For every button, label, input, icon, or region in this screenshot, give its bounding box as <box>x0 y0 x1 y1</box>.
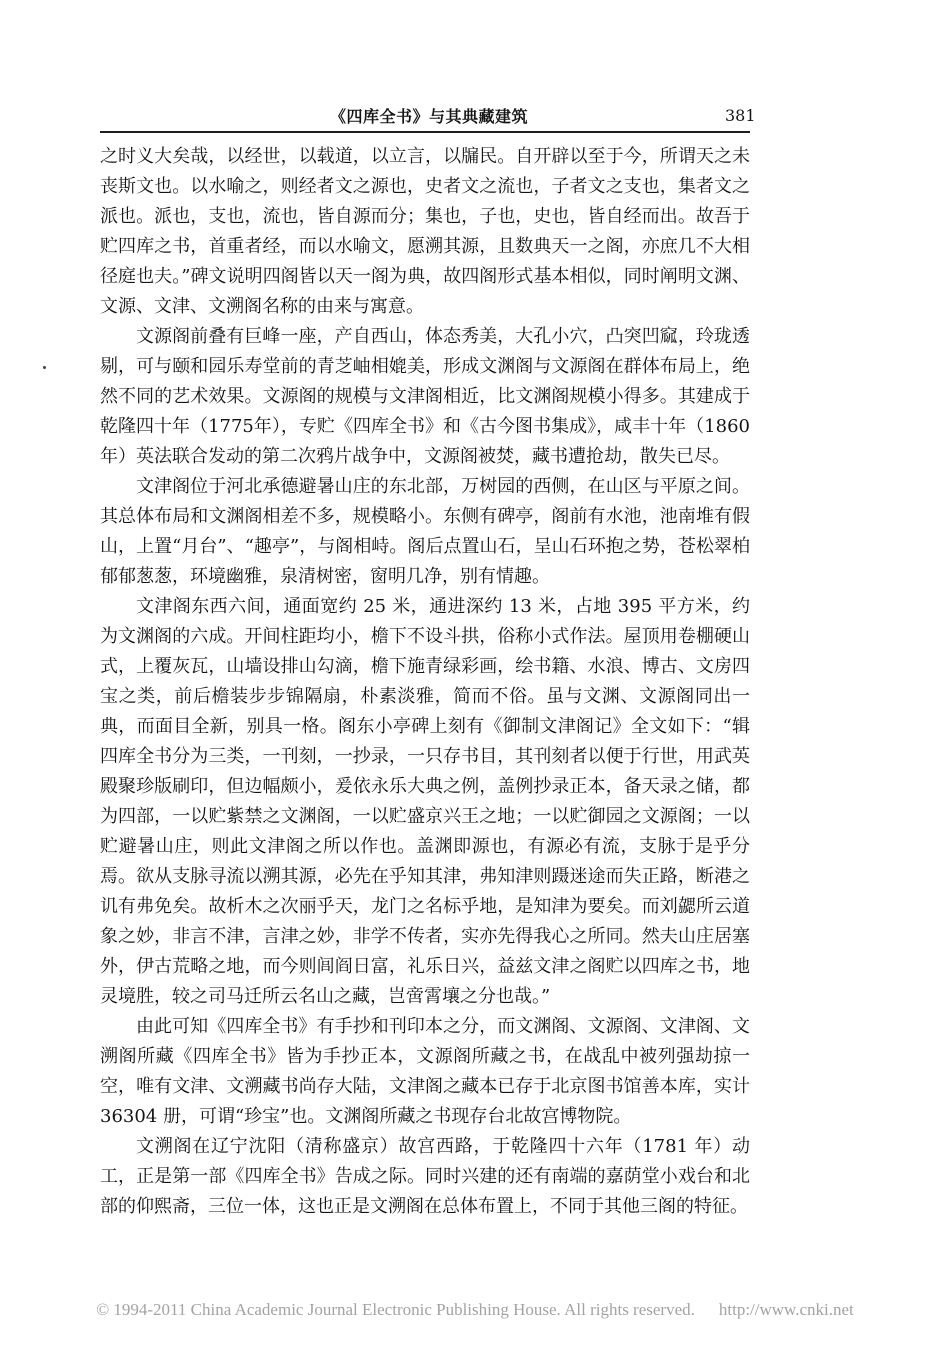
paragraph-wenjin-ge-structure: 文津阁东西六间，通面宽约 25 米，通进深约 13 米，占地 395 平方米，约为文渊阁的六成。开间柱距均小，檐下不设斗拱，俗称小式作法。屋顶用卷棚硬山式，上覆灰瓦，山墙设排山勾滴，檐下施青绿彩画，绘书籍、水浪、博古、文房四宝之类，前后檐装步步锦隔扇，朴素淡雅，简而不俗。虽与文渊、文源阁同出一典，而面目全新，别具一格。阁东小亭碑上刻有《御制文津阁记》全文如下：“辑四库全书分为三类，一刊刻，一抄录，一只存书目，其刊刻者以便于行世，用武英殿聚珍版刷印，但边幅颇小，爰依永乐大典之例，盖例抄录正本，备天录之储，都为四部，一以贮紫禁之文渊阁，一以贮盛京兴王之地；一以贮御园之文源阁；一以贮避暑山庄，则此文津阁之所以作也。盖渊即源也，有源必有流，支脉于是乎分焉。欲从支脉寻流以溯其源，必先在乎知其津，弗知津则蹑迷途而失正路，断港之讥有弗免矣。故析木之次丽乎天，龙门之名标乎地，是知津为要矣。而刘勰所云道象之妙，非言不津，言津之妙，非学不传者，实亦先得我心之所同。然夫山庄居塞外，伊古荒略之地，而今则闾阎日富，礼乐日兴，益兹文津之阁贮以四库之书，地灵境胜，较之司马迁所云名山之藏，岂啻霄壤之分也哉。” <box>100 596 750 1007</box>
footer-url: http://www.cnki.net <box>718 1300 854 1319</box>
running-title: 《四库全书》与其典藏建筑 <box>330 107 529 126</box>
paragraph-continued: 之时义大矣哉，以经世，以载道，以立言，以牖民。自开辟以至于今，所谓天之未丧斯文也。以水喻之，则经者文之源也，史者文之流也，子者文之支也，集者文之派也。派也，支也，流也，皆自源而分；集也，子也，史也，皆自经而出。故吾于贮四库之书，首重者经，而以水喻文，愿溯其源，且数典天一之阁，亦庶几不大相径庭也夫。”碑文说明四阁皆以天一阁为典，故四阁形式基本相似，同时阐明文渊、文源、文津、文溯阁名称的由来与寓意。 <box>100 146 750 317</box>
paragraph-wenjin-ge-location: 文津阁位于河北承德避暑山庄的东北部，万树园的西侧，在山区与平原之间。其总体布局和文渊阁相差不多，规模略小。东侧有碑亭，阁前有水池，池南堆有假山，上置“月台”、“趣亭”，与阁相峙。阁后点置山石，呈山石环抱之势，苍松翠柏郁郁葱葱，环境幽雅，泉清树密，窗明几净，别有情趣。 <box>100 476 750 587</box>
paragraph-wensu-ge: 文溯阁在辽宁沈阳（清称盛京）故宫西路，于乾隆四十六年（1781 年）动工，正是第一部《四库全书》告成之际。同时兴建的还有南端的嘉荫堂小戏台和北部的仰熙斋，三位一体，这也正是文溯阁在总体布置上，不同于其他三阁的特征。 <box>100 1136 750 1217</box>
scan-speck <box>43 366 46 369</box>
page-number: 381 <box>725 106 756 125</box>
copyright-text: © 1994-2011 China Academic Journal Electronic Publishing House. All rights reserved. <box>96 1300 695 1319</box>
article-body <box>100 142 750 1222</box>
paragraph-manuscript-copies: 由此可知《四库全书》有手抄和刊印本之分，而文渊阁、文源阁、文津阁、文溯阁所藏《四库全书》皆为手抄正本，文源阁所藏之书，在战乱中被列强劫掠一空，唯有文津、文溯藏书尚存大陆，文津阁之藏本已存于北京图书馆善本库，实计 36304 册，可谓“珍宝”也。文渊阁所藏之书现存台北故宫博物院。 <box>100 1016 750 1127</box>
header-rule <box>100 131 750 133</box>
paragraph-wenyuan-ge: 文源阁前叠有巨峰一座，产自西山，体态秀美，大孔小穴，凸突凹窳，玲珑透剔，可与颐和园乐寿堂前的青芝岫相媲美，形成文渊阁与文源阁在群体布局上，绝然不同的艺术效果。文源阁的规模与文津阁相近，比文渊阁规模小得多。其建成于乾隆四十年（1775年），专贮《四库全书》和《古今图书集成》，咸丰十年（1860年）英法联合发动的第二次鸦片战争中，文源阁被焚，藏书遭抢劫，散失已尽。 <box>100 326 750 467</box>
copyright-footer <box>0 1300 950 1320</box>
